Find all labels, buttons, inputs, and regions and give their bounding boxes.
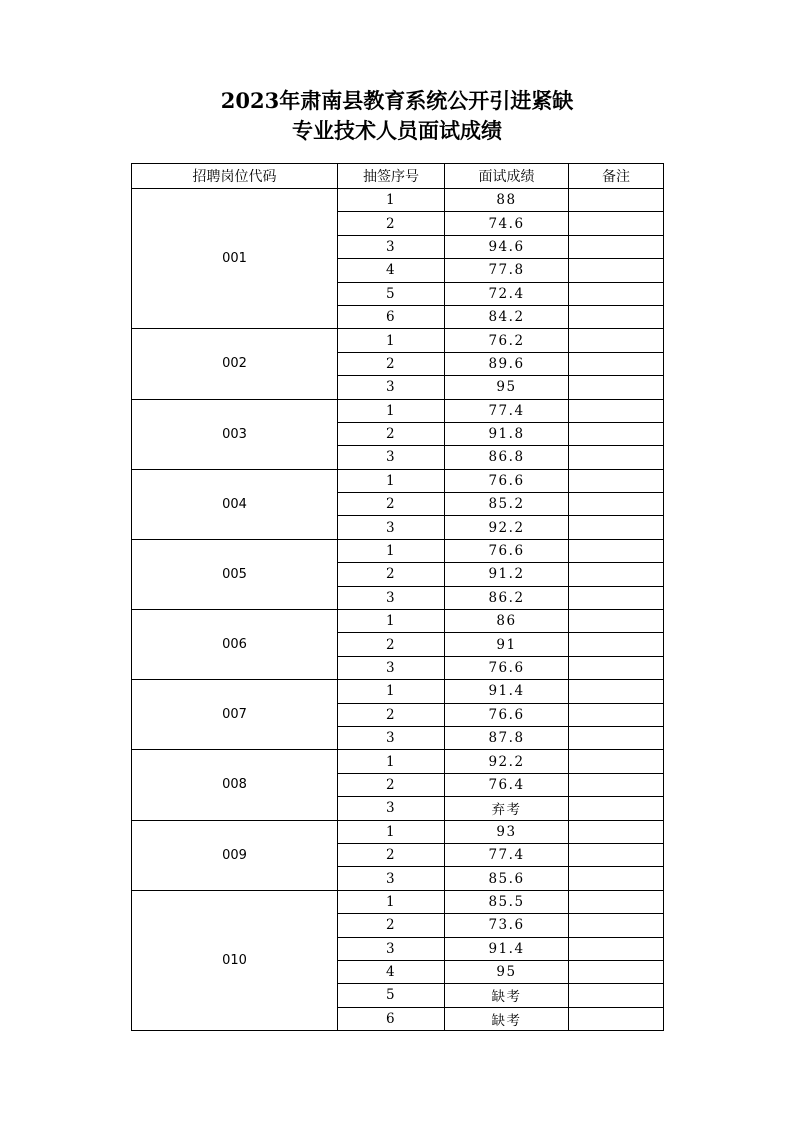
score-table [131,163,664,1031]
interview-score-cell: 91.4 [445,680,569,703]
draw-number-cell: 1 [338,890,445,913]
draw-number-cell: 2 [338,563,445,586]
draw-number-cell: 2 [338,493,445,516]
draw-number-cell: 2 [338,914,445,937]
draw-number-cell: 1 [338,329,445,352]
interview-score-cell: 85.5 [445,890,569,913]
interview-score-cell: 87.8 [445,726,569,749]
position-code-cell: 005 [132,539,338,609]
draw-number-cell: 2 [338,773,445,796]
table-row [132,820,664,843]
draw-number-cell: 1 [338,189,445,212]
table-row [132,329,664,352]
draw-number-cell: 2 [338,843,445,866]
remarks-cell [569,867,664,890]
remarks-cell [569,843,664,866]
table-row [132,750,664,773]
interview-score-cell: 76.6 [445,539,569,562]
remarks-cell [569,493,664,516]
header-position-code: 招聘岗位代码 [132,164,338,189]
interview-score-cell: 76.2 [445,329,569,352]
interview-score-cell: 76.6 [445,656,569,679]
draw-number-cell: 6 [338,305,445,328]
position-code-cell: 003 [132,399,338,469]
remarks-cell [569,680,664,703]
interview-score-cell: 88 [445,189,569,212]
remarks-cell [569,937,664,960]
position-code-cell: 007 [132,680,338,750]
draw-number-cell: 1 [338,680,445,703]
interview-score-cell: 74.6 [445,212,569,235]
remarks-cell [569,376,664,399]
remarks-cell [569,960,664,983]
remarks-cell [569,282,664,305]
remarks-cell [569,189,664,212]
interview-score-cell: 95 [445,376,569,399]
draw-number-cell: 1 [338,469,445,492]
score-table-body [132,189,664,1031]
remarks-cell [569,703,664,726]
interview-score-cell: 86 [445,610,569,633]
draw-number-cell: 2 [338,422,445,445]
position-code-cell: 010 [132,890,338,1030]
interview-score-cell: 92.2 [445,750,569,773]
remarks-cell [569,539,664,562]
remarks-cell [569,890,664,913]
draw-number-cell: 3 [338,726,445,749]
draw-number-cell: 3 [338,937,445,960]
header-interview-score: 面试成绩 [445,164,569,189]
remarks-cell [569,212,664,235]
draw-number-cell: 4 [338,960,445,983]
draw-number-cell: 6 [338,1007,445,1030]
draw-number-cell: 2 [338,703,445,726]
draw-number-cell: 2 [338,212,445,235]
table-row [132,539,664,562]
interview-score-cell: 86.2 [445,586,569,609]
draw-number-cell: 3 [338,235,445,258]
draw-number-cell: 3 [338,376,445,399]
position-code-cell: 001 [132,189,338,329]
table-row [132,399,664,422]
draw-number-cell: 1 [338,399,445,422]
position-code-cell: 009 [132,820,338,890]
interview-score-cell: 弃考 [445,797,569,820]
remarks-cell [569,984,664,1007]
interview-score-cell: 77.8 [445,259,569,282]
remarks-cell [569,446,664,469]
remarks-cell [569,656,664,679]
draw-number-cell: 3 [338,446,445,469]
draw-number-cell: 3 [338,586,445,609]
interview-score-cell: 缺考 [445,1007,569,1030]
draw-number-cell: 4 [338,259,445,282]
interview-score-cell: 77.4 [445,399,569,422]
table-row [132,189,664,212]
interview-score-cell: 92.2 [445,516,569,539]
table-row [132,610,664,633]
position-code-cell: 006 [132,610,338,680]
remarks-cell [569,633,664,656]
interview-score-cell: 85.2 [445,493,569,516]
interview-score-cell: 73.6 [445,914,569,937]
remarks-cell [569,726,664,749]
remarks-cell [569,563,664,586]
table-row [132,680,664,703]
interview-score-cell: 86.8 [445,446,569,469]
remarks-cell [569,399,664,422]
remarks-cell [569,586,664,609]
interview-score-cell: 94.6 [445,235,569,258]
remarks-cell [569,797,664,820]
draw-number-cell: 3 [338,797,445,820]
interview-score-cell: 84.2 [445,305,569,328]
remarks-cell [569,773,664,796]
remarks-cell [569,820,664,843]
interview-score-cell: 76.6 [445,703,569,726]
remarks-cell [569,1007,664,1030]
draw-number-cell: 3 [338,656,445,679]
interview-score-cell: 72.4 [445,282,569,305]
remarks-cell [569,610,664,633]
remarks-cell [569,422,664,445]
header-draw-number: 抽签序号 [338,164,445,189]
draw-number-cell: 5 [338,984,445,1007]
draw-number-cell: 1 [338,820,445,843]
draw-number-cell: 2 [338,352,445,375]
draw-number-cell: 1 [338,539,445,562]
interview-score-cell: 95 [445,960,569,983]
interview-score-cell: 91.4 [445,937,569,960]
remarks-cell [569,516,664,539]
draw-number-cell: 3 [338,867,445,890]
header-row [132,164,664,189]
remarks-cell [569,469,664,492]
interview-score-cell: 91.8 [445,422,569,445]
interview-score-cell: 91.2 [445,563,569,586]
interview-score-cell: 缺考 [445,984,569,1007]
position-code-cell: 008 [132,750,338,820]
header-remarks: 备注 [569,164,664,189]
interview-score-cell: 89.6 [445,352,569,375]
position-code-cell: 002 [132,329,338,399]
table-row [132,890,664,913]
document-title-line1: 2023年肃南县教育系统公开引进紧缺 [220,88,574,113]
draw-number-cell: 2 [338,633,445,656]
remarks-cell [569,352,664,375]
position-code-cell: 004 [132,469,338,539]
document-title-line2: 专业技术人员面试成绩 [292,118,502,143]
draw-number-cell: 3 [338,516,445,539]
interview-score-cell: 76.4 [445,773,569,796]
interview-score-cell: 93 [445,820,569,843]
draw-number-cell: 1 [338,610,445,633]
remarks-cell [569,259,664,282]
remarks-cell [569,750,664,773]
interview-score-cell: 77.4 [445,843,569,866]
interview-score-cell: 91 [445,633,569,656]
remarks-cell [569,914,664,937]
interview-score-cell: 76.6 [445,469,569,492]
interview-score-cell: 85.6 [445,867,569,890]
draw-number-cell: 1 [338,750,445,773]
draw-number-cell: 5 [338,282,445,305]
remarks-cell [569,235,664,258]
remarks-cell [569,305,664,328]
table-row [132,469,664,492]
remarks-cell [569,329,664,352]
